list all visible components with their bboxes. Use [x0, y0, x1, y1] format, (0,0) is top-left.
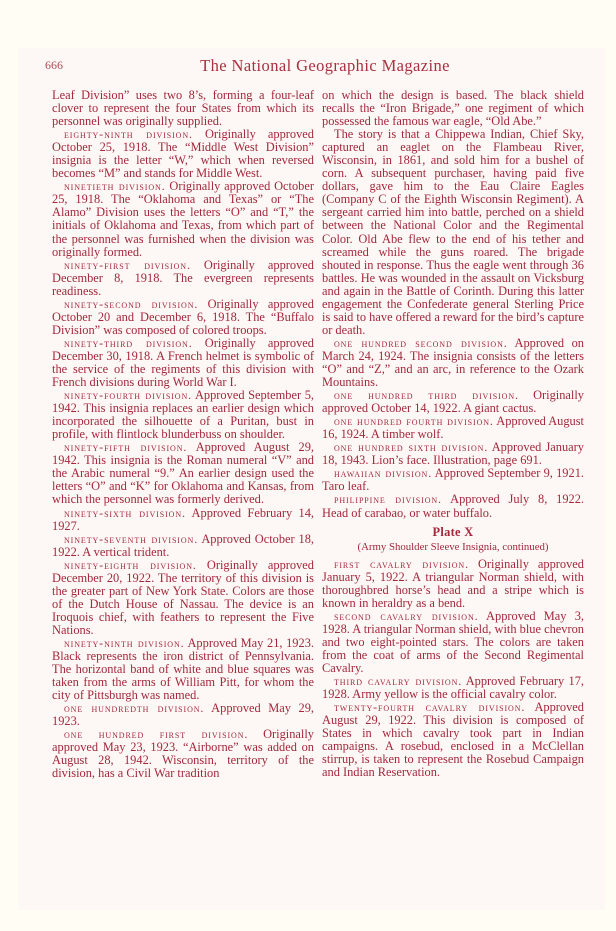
- left-column: [52, 89, 314, 780]
- paragraph-text: Originally approved May 23, 1923. “Airborne” was added on August 28, 1942. Wisconsin, territory of the division, has a Civil War tradition: [52, 727, 315, 781]
- paragraph-text: Originally approved October 14, 1922. A giant cactus.: [322, 388, 584, 416]
- division-heading: one hundredth division.: [64, 701, 205, 716]
- paragraph: [322, 467, 584, 493]
- paragraph: [52, 533, 314, 559]
- division-heading: hawaiian division.: [334, 466, 433, 481]
- paragraph: [322, 558, 584, 610]
- division-heading: ninety-third division.: [64, 335, 193, 350]
- paragraph-text: Approved January 18, 1943. Lion’s face. Illustration, page 691.: [322, 440, 584, 468]
- division-heading: ninety-fourth division.: [64, 388, 193, 403]
- paragraph: [52, 637, 314, 702]
- paragraph-text: Originally approved October 25, 1918. The “Middle West Division” insignia is the letter “W,” which when reversed becomes “M” and stands for Middle West.: [52, 127, 314, 181]
- paragraph-text: Approved February 17, 1928. Army yellow is the official cavalry color.: [322, 674, 584, 702]
- paragraph: [322, 441, 584, 467]
- paragraph: [322, 493, 584, 519]
- paragraph-text: Approved August 16, 1924. A timber wolf.: [322, 414, 585, 442]
- division-heading: first cavalry division.: [334, 556, 469, 571]
- right-column: [322, 89, 584, 779]
- paragraph-text: Approved July 8, 1922. Head of carabao, or water buffalo.: [322, 492, 585, 520]
- plate-title: Plate X: [432, 524, 474, 539]
- paragraph-text: Originally approved December 20, 1922. The territory of this division is the greater part of New York State. Colors are those of the Dutch House of Nassau. The device is an Iroquois chief, with feathers to represent the Five Nations.: [52, 557, 314, 637]
- paragraph: [52, 128, 314, 180]
- paragraph: [52, 337, 314, 389]
- paragraph: [322, 675, 584, 701]
- plate-subtitle: (Army Shoulder Sleeve Insignia, continued): [357, 540, 549, 553]
- paragraph: [52, 180, 314, 258]
- division-heading: second cavalry division.: [334, 608, 479, 623]
- running-title: The National Geographic Magazine: [200, 56, 450, 75]
- paragraph-text: Originally approved October 20 and December 6, 1918. The “Buffalo Division” was composed of colored troops.: [52, 296, 314, 337]
- division-heading: one hundred third division.: [334, 388, 519, 403]
- paragraph-text: Approved May 29, 1923.: [52, 701, 314, 729]
- paragraph: [52, 389, 314, 441]
- paragraph: [322, 337, 584, 389]
- division-heading: philippine division.: [334, 492, 442, 507]
- division-heading: third cavalry division.: [334, 674, 463, 689]
- paragraph: [322, 701, 584, 779]
- paragraph-text: Approved August 29, 1942. This insignia is the Roman numeral “V” and the Arabic numeral “9.” An earlier design used the letters “O” and “K” for Oklahoma and Kansas, from which the personnel was formerly derived.: [52, 440, 315, 507]
- paragraph-text: Approved August 29, 1922. This division is composed of States in which cavalry took part in Indian campaigns. A rosebud, enclosed in a McClellan stirrup, is taken to represent the Rosebud Campaign and Indian Reservation.: [322, 700, 585, 780]
- division-heading: one hundred sixth division.: [334, 440, 489, 455]
- paragraph: [322, 415, 584, 441]
- division-heading: eighty-ninth division.: [64, 127, 193, 142]
- paragraph: [52, 728, 314, 780]
- paragraph-text: Approved February 14, 1927.: [52, 505, 314, 533]
- paragraph: [52, 298, 314, 337]
- division-heading: ninety-first division.: [64, 257, 191, 272]
- division-heading: one hundred first division.: [64, 727, 249, 742]
- paragraph-text: Approved September 9, 1921. Taro leaf.: [322, 466, 584, 494]
- paragraph: [52, 89, 314, 128]
- paragraph: [52, 507, 314, 533]
- paragraph-text: Approved September 5, 1942. This insignia replaces an earlier design which incorporated the silhouette of a Puritan, bust in profile, with flintlock blunderbuss on shoulder.: [52, 388, 314, 442]
- division-heading: ninety-ninth division.: [64, 635, 185, 650]
- paragraph-text: Originally approved October 25, 1918. The “Oklahoma and Texas” or “The Alamo” Division uses the letters “O” and “T,” the initials of Oklahoma and Texas, from which part of the personnel was furnished when the division was originally formed.: [52, 179, 315, 259]
- paragraph: [322, 89, 584, 128]
- division-heading: ninety-sixth division.: [64, 505, 186, 520]
- division-heading: ninety-seventh division.: [64, 531, 199, 546]
- division-heading: ninety-fifth division.: [64, 440, 188, 455]
- paragraph-text: Approved on March 24, 1924. The insignia consists of the letters “O” and “Z,” and an arc, in reference to the Ozark Mountains.: [322, 335, 585, 390]
- division-heading: ninetieth division.: [64, 179, 166, 194]
- division-heading: one hundred fourth division.: [334, 414, 494, 429]
- paragraph-text: The story is that a Chippewa Indian, Chief Sky, captured an eaglet on the Flambeau River, Wisconsin, in 1861, and sold him for a bushel of corn. A subsequent purchaser, having paid five dollars, gave him to the Eau Claire Eagles (Company C of the Eighth Wisconsin Regiment). A sergeant carried him into battle, perched on a shield between the National Color and the Regimental Color. Old Abe flew to the end of his tether and screamed while the guns roared. The brigade shouted in response. Thus the eagle went through 36 battles. He was wounded in the assault on Vicksburg and again in the Battle of Corinth. During this latter engagement the Confederate general Sterling Price is said to have offered a reward for the bird’s capture or death.: [322, 127, 584, 337]
- paragraph-text: Originally approved December 8, 1918. The evergreen represents readiness.: [52, 257, 314, 298]
- paragraph: [52, 441, 314, 506]
- paragraph-text: Approved May 3, 1928. A triangular Norman shield, with blue chevron and two eight-pointed stars. The colors are taken from the coat of arms of the Second Regimental Cavalry.: [322, 608, 584, 676]
- division-heading: ninety-second division.: [64, 296, 199, 311]
- paragraph: [322, 610, 584, 675]
- paragraph-text: Leaf Division” uses two 8’s, forming a four-leaf clover to represent the four States from which its personnel was originally supplied.: [52, 88, 314, 129]
- paragraph-text: Approved May 21, 1923. Black represents the iron district of Pennsylvania. The horizontal band of white and blue squares was taken from the arms of William Pitt, for whom the city of Pittsburgh was named.: [52, 635, 314, 703]
- paragraph-text: Approved October 18, 1922. A vertical trident.: [52, 531, 315, 559]
- page-number: 666: [45, 58, 63, 72]
- division-heading: twenty-fourth cavalry division.: [334, 700, 526, 715]
- paragraph-text: on which the design is based. The black shield recalls the “Iron Brigade,” one regiment of which possessed the famous war eagle, “Old Abe.”: [322, 88, 584, 129]
- paragraph: [322, 128, 584, 337]
- division-heading: ninety-eighth division.: [64, 557, 197, 572]
- paragraph: [52, 559, 314, 637]
- paragraph: [52, 702, 314, 728]
- paragraph: [322, 389, 584, 415]
- page-header: [45, 56, 565, 76]
- paragraph: [52, 259, 314, 298]
- paragraph-text: Originally approved January 5, 1922. A triangular Norman shield, with thoroughbred horse’s head and a stripe which is known in heraldry as a bend.: [322, 556, 584, 610]
- division-heading: one hundred second division.: [334, 335, 508, 350]
- paragraph-text: Originally approved December 30, 1918. A French helmet is symbolic of the service of the regiments of this division with French divisions during World War I.: [52, 335, 315, 390]
